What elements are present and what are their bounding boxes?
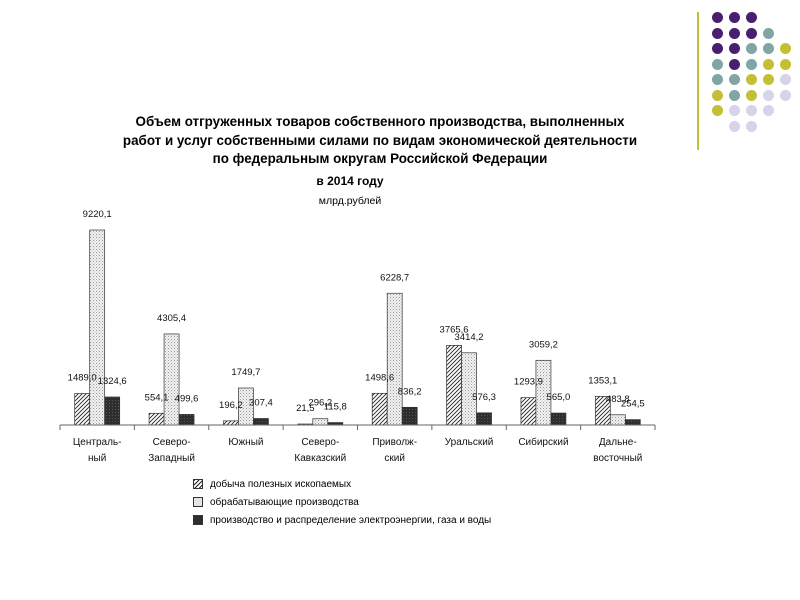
bar-mining (372, 393, 387, 425)
bar-manufacturing (164, 334, 179, 425)
value-label: 565,0 (546, 392, 571, 404)
bar-manufacturing (462, 353, 477, 425)
value-label: 576,3 (472, 391, 496, 403)
value-label: 21,5 (296, 403, 315, 414)
legend-swatch (193, 479, 203, 489)
value-label: 196,2 (219, 399, 243, 411)
value-label: 3765,6 (439, 324, 469, 336)
bar-manufacturing (387, 293, 402, 425)
legend-swatch (193, 497, 203, 507)
bar-manufacturing (90, 230, 105, 425)
category-label: Западный (148, 453, 195, 464)
bar-utilities (477, 413, 492, 425)
value-label: 115,8 (323, 401, 347, 413)
value-label: 1489,0 (67, 372, 97, 384)
value-label: 483,8 (605, 393, 630, 405)
category-label: Кавказский (294, 453, 347, 464)
value-label: 554,1 (144, 392, 169, 404)
value-label: 836,2 (397, 386, 422, 398)
category-label: Дальне- (598, 437, 637, 448)
legend-swatch (193, 515, 203, 525)
title-line-2: работ и услуг собственными силами по видам экономической деятельности (122, 132, 638, 148)
bar-manufacturing (313, 419, 328, 425)
value-label: 307,4 (249, 397, 273, 409)
bar-mining (521, 398, 536, 425)
value-label: 1749,7 (231, 366, 261, 378)
category-label: Централь- (72, 437, 122, 448)
bar-utilities (625, 420, 640, 425)
legend-item-manufacturing (193, 493, 491, 511)
value-label: 254,5 (620, 398, 645, 410)
value-label: 9220,1 (82, 209, 112, 220)
category-label: Южный (228, 437, 264, 448)
legend-label: добыча полезных ископаемых (210, 478, 352, 490)
category-label: ный (88, 453, 107, 464)
category-label: Северо- (301, 437, 340, 448)
category-label: ский (384, 453, 405, 464)
bar-mining (223, 421, 238, 425)
legend-label: обрабатывающие производства (210, 496, 359, 508)
chart-subtitle: в 2014 году (316, 174, 384, 188)
value-label: 1293,9 (513, 376, 543, 388)
value-labels-layer (68, 209, 645, 414)
value-label: 3414,2 (454, 331, 484, 343)
axis-layer (60, 425, 655, 464)
value-label: 4305,4 (157, 312, 187, 324)
title-line-3: по федеральным округам Российской Федерации (212, 151, 548, 166)
bar-utilities (253, 418, 268, 425)
value-label: 6228,7 (380, 272, 410, 284)
bar-utilities (179, 414, 194, 425)
legend-item-utilities (193, 511, 491, 529)
bar-mining (75, 394, 90, 425)
chart-legend (193, 475, 491, 529)
value-label: 1324,6 (97, 375, 127, 387)
value-label: 499,6 (174, 393, 199, 405)
title-line-1: Объем отгруженных товаров собственного производства, выполненных (135, 114, 625, 129)
value-label: 3059,2 (528, 339, 558, 351)
bar-utilities (105, 397, 120, 425)
bar-mining (447, 345, 462, 425)
category-label: восточный (593, 453, 643, 464)
category-label: Приволж- (372, 437, 418, 448)
value-label: 296,2 (308, 397, 333, 409)
bar-utilities (551, 413, 566, 425)
value-label: 1353,1 (588, 375, 618, 387)
chart-units: млрд.рублей (318, 195, 382, 207)
bar-manufacturing (610, 415, 625, 425)
value-label: 1498,6 (365, 372, 395, 384)
category-label: Сибирский (518, 437, 569, 448)
legend-label: производство и распределение электроэнергии, газа и воды (210, 514, 492, 526)
bar-mining (149, 413, 164, 425)
category-label: Северо- (152, 437, 191, 448)
category-label: Уральский (444, 437, 494, 448)
bar-utilities (402, 407, 417, 425)
legend-item-mining (193, 475, 491, 493)
